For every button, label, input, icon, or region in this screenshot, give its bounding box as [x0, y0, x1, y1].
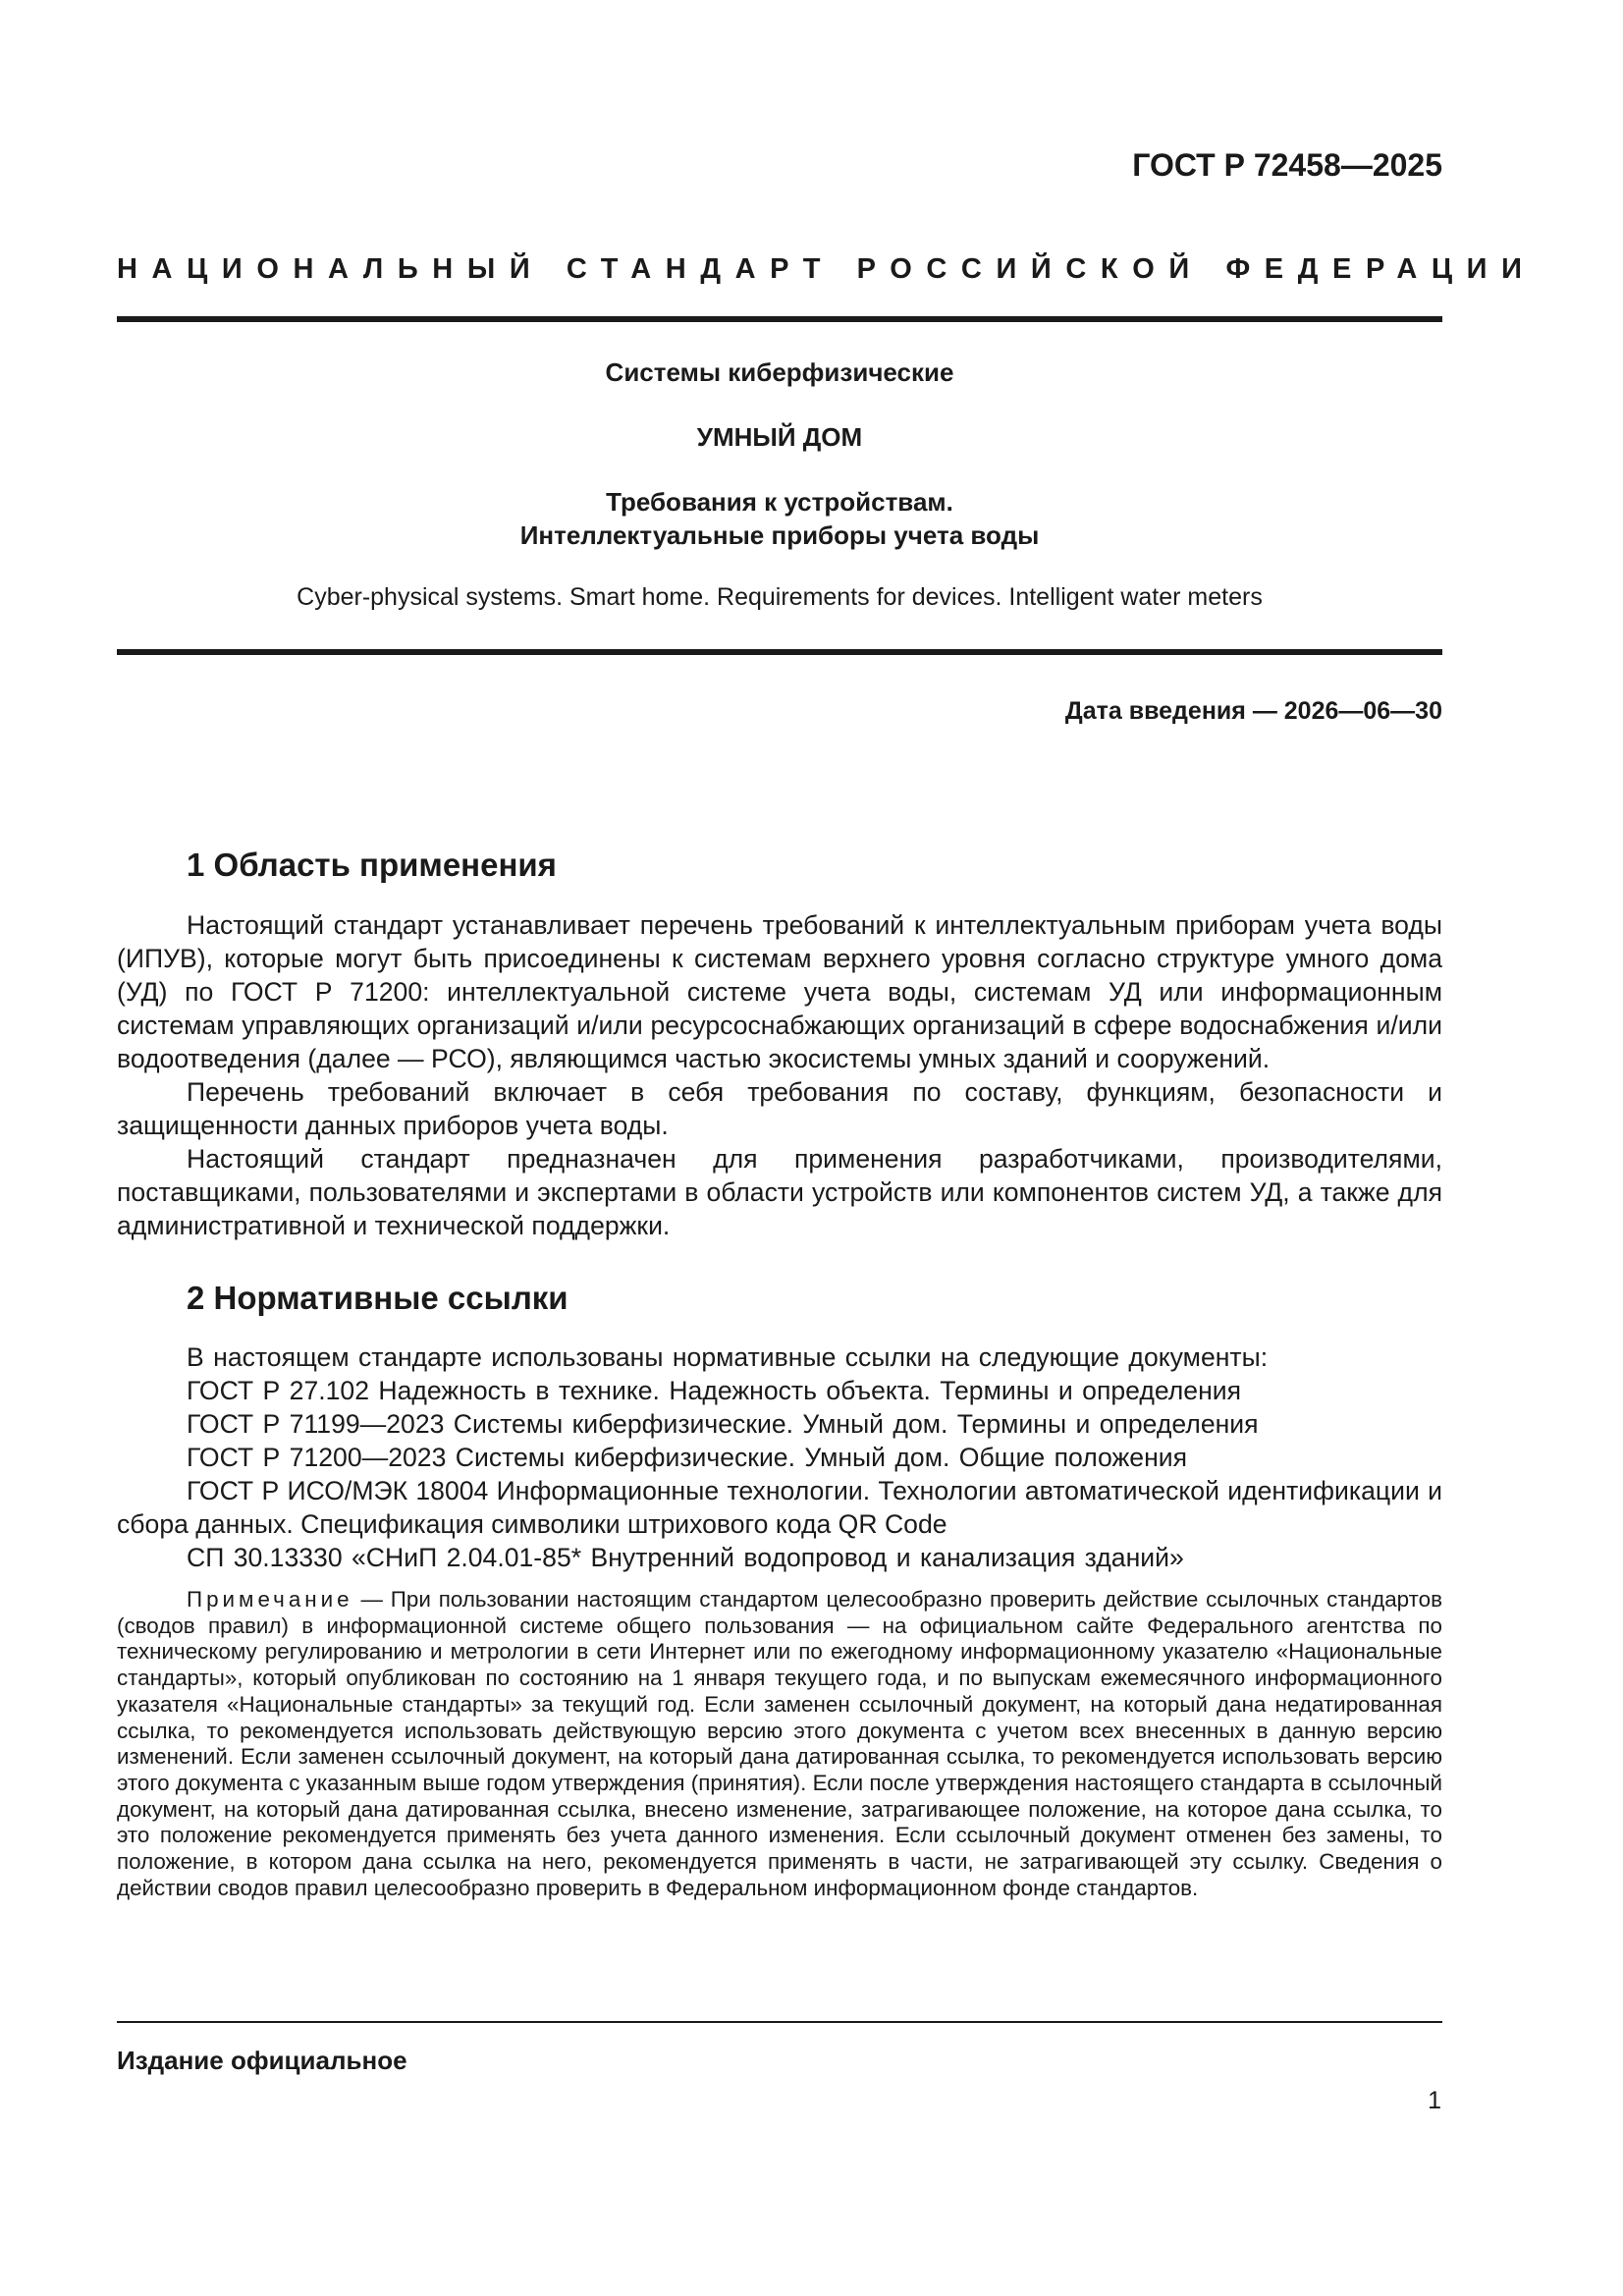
section-1-paragraph: Перечень требований включает в себя требования по составу, функциям, безопасности и защищенности данных приборов учета воды. — [117, 1077, 1442, 1140]
references-intro: В настоящем стандарте использованы нормативные ссылки на следующие документы: — [187, 1342, 1269, 1372]
footer-divider — [117, 2021, 1442, 2023]
title-line-3: Требования к устройствам. — [606, 487, 953, 517]
reference-item: ГОСТ Р 71200—2023 Системы киберфизические. Умный дом. Общие положения — [187, 1443, 1188, 1472]
reference-item: ГОСТ Р 27.102 Надежность в технике. Надежность объекта. Термины и определения — [187, 1376, 1242, 1405]
introduction-date: Дата введения — 2026—06—30 — [1064, 697, 1442, 725]
section-1-paragraph: Настоящий стандарт устанавливает перечень требований к интеллектуальным приборам учета воды (ИПУВ), которые могут быть присоединены к системам верхнего уровня согласно структуре умного дома (УД) по ГОСТ Р 71200: интеллектуальной системе учета воды, системам УД или информационным системам управляющих организаций и/или ресурсоснабжающих организаций в сфере водоснабжения и/или водоотведения (далее — РСО), являющимся частью экосистемы умных зданий и сооружений. — [117, 910, 1442, 1073]
title-line-2: УМНЫЙ ДОМ — [696, 422, 863, 452]
section-1-heading: 1 Область применения — [187, 847, 557, 883]
section-1-body — [117, 908, 1442, 1242]
title-divider — [117, 649, 1442, 655]
english-title: Cyber-physical systems. Smart home. Requirements for devices. Intelligent water meters — [297, 583, 1263, 611]
page-number: 1 — [1428, 2087, 1441, 2114]
note-label: Примечание — [187, 1587, 353, 1612]
document-code: ГОСТ Р 72458—2025 — [1132, 147, 1442, 183]
note-block — [117, 1587, 1442, 1901]
title-line-1: Системы киберфизические — [605, 357, 954, 387]
section-2-heading: 2 Нормативные ссылки — [187, 1280, 568, 1316]
section-1-paragraph: Настоящий стандарт предназначен для применения разработчиками, производителями, поставщиками, пользователями и экспертами в области устройств или компонентов систем УД, а также для административной и технической поддержки. — [117, 1144, 1442, 1240]
title-line-4: Интеллектуальные приборы учета воды — [519, 520, 1040, 550]
edition-label: Издание официальное — [117, 2046, 407, 2075]
section-2-body — [117, 1340, 1442, 1574]
organization-title: НАЦИОНАЛЬНЫЙ СТАНДАРТ РОССИЙСКОЙ ФЕДЕРАЦИИ — [117, 253, 1537, 285]
note-paragraph — [117, 1587, 1442, 1901]
note-text: — При пользовании настоящим стандартом целесообразно проверить действие ссылочных стандартов (сводов правил) в информационной системе общего пользования — на официальном сайте Федерального агентства по техническому регулированию и метрологии в сети Интернет или по ежегодному информационному указателю «Национальные стандарты», который опубликован по состоянию на 1 января текущего года, и по выпускам ежемесячного информационного указателя «Национальные стандарты» за текущий год. Если заменен ссылочный документ, на который дана недатированная ссылка, то рекомендуется использовать действующую версию этого документа с учетом всех внесенных в данную версию изменений. Если заменен ссылочный документ, на который дана датированная ссылка, то рекомендуется использовать версию этого документа с указанным выше годом утверждения (принятия). Если после утверждения настоящего стандарта в ссылочный документ, на который дана датированная ссылка, внесено изменение, затрагивающее положение, на которое дана ссылка, то это положение рекомендуется применять без учета данного изменения. Если ссылочный документ отменен без замены, то положение, в котором дана ссылка на него, рекомендуется применять в части, не затрагивающей эту ссылку. Сведения о действии сводов правил целесообразно проверить в Федеральном информационном фонде стандартов. — [117, 1587, 1442, 1900]
reference-item: СП 30.13330 «СНиП 2.04.01-85* Внутренний водопровод и канализация зданий» — [187, 1543, 1184, 1572]
reference-item: ГОСТ Р ИСО/МЭК 18004 Информационные технологии. Технологии автоматической идентификации и сбора данных. Спецификация символики штрихового кода QR Code — [117, 1476, 1442, 1539]
top-divider — [117, 316, 1442, 322]
reference-item: ГОСТ Р 71199—2023 Системы киберфизические. Умный дом. Термины и определения — [187, 1409, 1259, 1439]
